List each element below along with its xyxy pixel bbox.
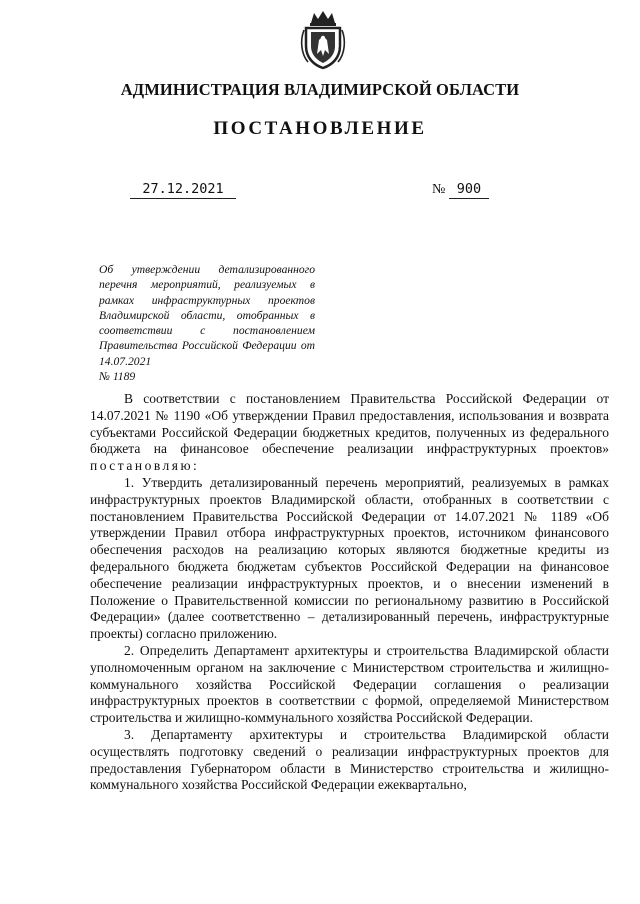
item-2-paragraph: 2. Определить Департамент архитектуры и строительства Владимирской области уполномоченным органом на заключение с Министерством строительства и жилищно-коммунального хозяйства Российской Федерации соглашения о реализации инфраструктурных проектов в соответствии с формой, определяемой Министерством строительства и жилищно-коммунального хозяйства Российской Федерации. bbox=[90, 642, 609, 726]
document-body bbox=[90, 391, 609, 794]
item-1-paragraph: 1. Утвердить детализированный перечень мероприятий, реализуемых в рамках инфраструктурных проектов Владимирской области, отобранных в соответствии с постановлением Правительства Российской Федерации от 14.07.2021 № 1189 «Об утверждении Правил отбора инфраструктурных проектов, источником финансового обеспечения расходов на реализацию которых являются бюджетные кредиты из федерального бюджета бюджетам субъектов Российской Федерации на финансовое обеспечение реализации инфраструктурных проектов, и о внесении изменений в Положение о Правительственной комиссии по региональному развитию в Российской Федерации» (далее соответственно – детализированный перечень, инфраструктурные проекты) согласно приложению. bbox=[90, 474, 609, 642]
intro-paragraph bbox=[90, 391, 609, 475]
document-date: 27.12.2021 bbox=[130, 180, 236, 199]
item-3-paragraph: 3. Департаменту архитектуры и строительства Владимирской области осуществлять подготовку сведений о реализации инфраструктурных проектов для предоставления Губернатором области в Министерство строительства и жилищно-коммунального хозяйства Российской Федерации ежеквартально, bbox=[90, 726, 609, 793]
intro-text: В соответствии с постановлением Правительства Российской Федерации от 14.07.2021 № 1190 «Об утверждении Правил предоставления, использования и возврата субъектами Российской Федерации бюджетных кредитов, полученных из федерального бюджета на финансовое обеспечение реализации инфраструктурных проектов» bbox=[90, 391, 609, 457]
decree-word: постановляю: bbox=[90, 458, 200, 474]
subject-last-line: № 1189 bbox=[99, 370, 136, 384]
document-subject bbox=[99, 262, 315, 384]
document-number: 900 bbox=[449, 180, 489, 199]
document-type: ПОСТАНОВЛЕНИЕ bbox=[213, 118, 427, 139]
number-label: № bbox=[432, 182, 446, 197]
organization-title: АДМИНИСТРАЦИЯ ВЛАДИМИРСКОЙ ОБЛАСТИ bbox=[120, 80, 520, 99]
subject-text: Об утверждении детализированного перечня мероприятий, реализуемых в рамках инфраструктурных проектов Владимирской области, отобранных в соответствии с постановлением Правительства Российской Федерации от 14.07.2021 bbox=[99, 263, 315, 368]
vladimir-oblast-coat-of-arms-icon bbox=[298, 10, 348, 70]
